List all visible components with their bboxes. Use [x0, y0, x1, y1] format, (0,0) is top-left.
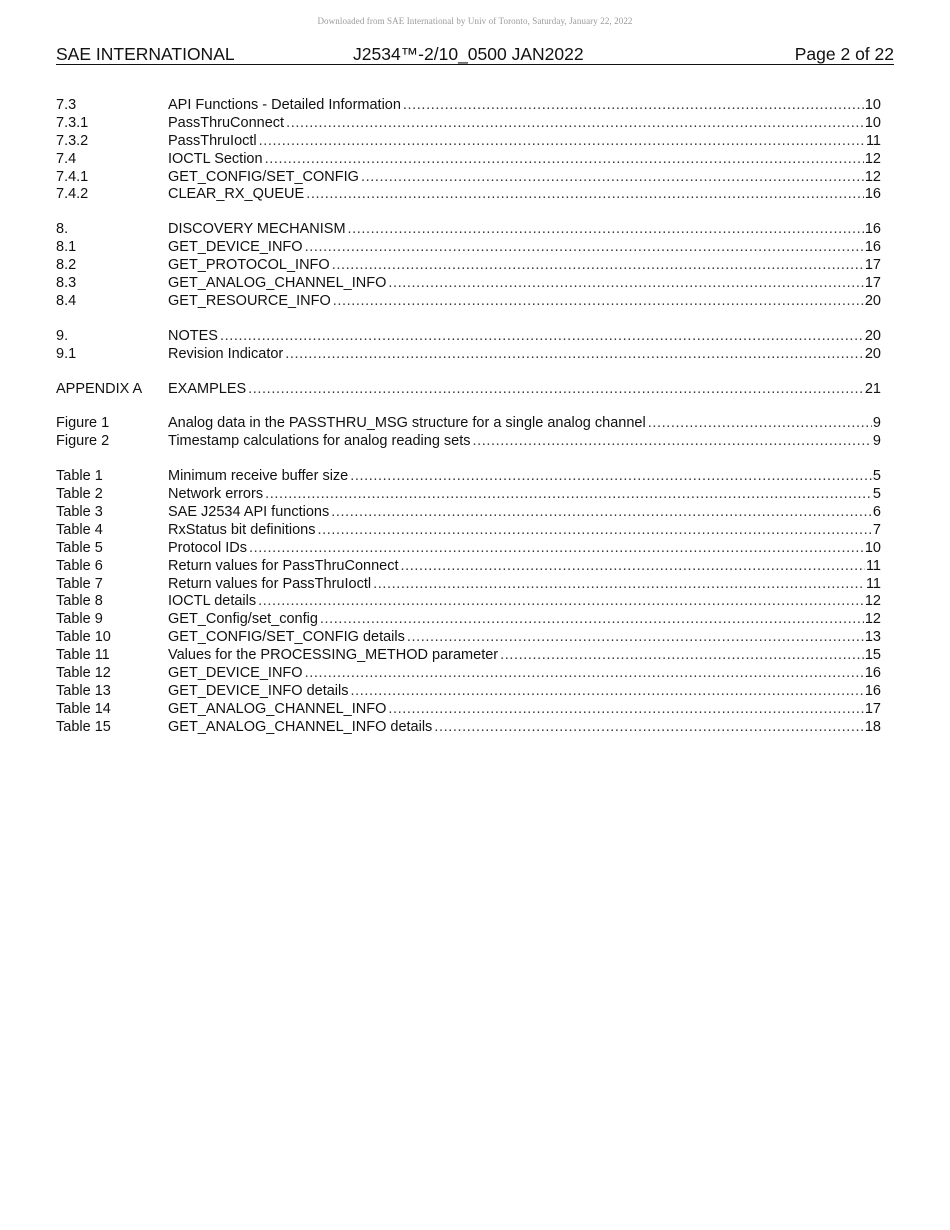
toc-dot-leader [285, 346, 864, 364]
toc-entry[interactable] [56, 97, 881, 115]
toc-entry-title: GET_ANALOG_CHANNEL_INFO details [168, 718, 433, 735]
toc-dot-leader [265, 151, 864, 169]
toc-dot-leader [401, 558, 865, 576]
toc-entry-page: 10 [864, 539, 881, 556]
toc-entry-title: GET_DEVICE_INFO [168, 239, 303, 256]
toc-entry-title: GET_CONFIG/SET_CONFIG details [168, 629, 405, 646]
toc-group [56, 381, 881, 399]
toc-entry-title: NOTES [168, 327, 218, 344]
toc-entry[interactable] [56, 415, 881, 433]
toc-entry-title: GET_PROTOCOL_INFO [168, 257, 330, 274]
toc-entry-number: 7.3 [56, 97, 77, 113]
toc-entry-body [168, 486, 881, 504]
toc-group [56, 468, 881, 736]
toc-entry-number: Figure 1 [56, 415, 110, 432]
toc-entry[interactable] [56, 257, 881, 275]
toc-entry[interactable] [56, 275, 881, 293]
toc-entry-title: Return values for PassThruConnect [168, 557, 399, 574]
toc-entry-page: 9 [872, 433, 881, 450]
toc-entry-number: Table 12 [56, 665, 111, 682]
toc-dot-leader [318, 522, 872, 540]
toc-entry-title: PassThruIoctl [168, 132, 257, 149]
toc-entry-number: Figure 2 [56, 433, 110, 450]
toc-entry-number: Table 9 [56, 611, 103, 628]
toc-entry[interactable] [56, 151, 881, 169]
toc-dot-leader [648, 415, 872, 433]
table-of-contents [56, 97, 881, 754]
toc-entry[interactable] [56, 346, 881, 364]
toc-entry[interactable] [56, 629, 881, 647]
toc-entry-title: Analog data in the PASSTHRU_MSG structure for a single analog channel [168, 415, 646, 432]
toc-entry-page: 12 [864, 150, 881, 167]
toc-dot-leader [348, 221, 864, 239]
toc-entry-number: 9.1 [56, 345, 77, 362]
toc-entry-number: Table 11 [56, 647, 110, 664]
toc-entry[interactable] [56, 468, 881, 486]
toc-entry-body [168, 629, 881, 647]
toc-dot-leader [331, 504, 872, 522]
toc-dot-leader [220, 328, 864, 346]
toc-entry-page: 12 [864, 611, 881, 628]
toc-entry-body [168, 221, 881, 239]
toc-entry-number: Table 4 [56, 521, 103, 538]
toc-entry-title: IOCTL details [168, 593, 257, 610]
toc-dot-leader [388, 701, 863, 719]
toc-entry-page: 11 [865, 575, 881, 592]
header-page-number: Page 2 of 22 [794, 44, 894, 64]
toc-entry-body [168, 540, 881, 558]
toc-entry-body [168, 186, 881, 204]
toc-entry-page: 18 [864, 718, 881, 735]
toc-dot-leader [373, 576, 865, 594]
toc-entry-title: GET_ANALOG_CHANNEL_INFO [168, 700, 387, 717]
toc-dot-leader [473, 433, 872, 451]
toc-entry-title: GET_DEVICE_INFO [168, 665, 303, 682]
toc-entry-number: 7.3.1 [56, 114, 89, 131]
toc-entry[interactable] [56, 576, 881, 594]
toc-entry[interactable] [56, 504, 881, 522]
toc-entry-title: IOCTL Section [168, 150, 263, 167]
toc-entry-page: 16 [864, 682, 881, 699]
toc-entry-body [168, 293, 881, 311]
toc-entry-page: 12 [864, 593, 881, 610]
toc-entry[interactable] [56, 186, 881, 204]
toc-entry-title: GET_Config/set_config [168, 611, 318, 628]
toc-entry-body [168, 558, 881, 576]
toc-dot-leader [332, 257, 864, 275]
toc-dot-leader [259, 133, 865, 151]
toc-entry-number: Table 8 [56, 593, 103, 610]
toc-dot-leader [407, 629, 864, 647]
toc-entry-number: 9. [56, 327, 69, 344]
toc-entry-title: Revision Indicator [168, 345, 284, 362]
toc-entry[interactable] [56, 522, 881, 540]
toc-dot-leader [434, 719, 864, 737]
toc-entry[interactable] [56, 701, 881, 719]
toc-group [56, 97, 881, 204]
toc-entry-title: GET_DEVICE_INFO details [168, 682, 349, 699]
toc-entry-page: 17 [864, 257, 881, 274]
page-header [56, 44, 894, 65]
toc-entry-title: GET_RESOURCE_INFO [168, 292, 331, 309]
toc-dot-leader [333, 293, 864, 311]
toc-entry-page: 11 [865, 557, 881, 574]
toc-entry[interactable] [56, 239, 881, 257]
toc-entry[interactable] [56, 665, 881, 683]
toc-group [56, 221, 881, 310]
toc-entry-title: Values for the PROCESSING_METHOD parameter [168, 647, 499, 664]
toc-entry[interactable] [56, 115, 881, 133]
toc-dot-leader [350, 468, 872, 486]
toc-entry-number: 8.2 [56, 257, 77, 274]
toc-entry-body [168, 701, 881, 719]
toc-entry-title: Minimum receive buffer size [168, 468, 349, 485]
toc-entry[interactable] [56, 133, 881, 151]
toc-entry[interactable] [56, 293, 881, 311]
toc-entry-body [168, 151, 881, 169]
toc-group [56, 328, 881, 364]
toc-dot-leader [249, 540, 864, 558]
toc-entry-page: 10 [864, 97, 881, 113]
toc-entry-page: 20 [864, 345, 881, 362]
toc-entry-title: GET_ANALOG_CHANNEL_INFO [168, 275, 387, 292]
toc-entry-body [168, 647, 881, 665]
toc-entry-page: 17 [864, 275, 881, 292]
toc-entry[interactable] [56, 611, 881, 629]
toc-dot-leader [361, 169, 864, 187]
toc-entry-body [168, 346, 881, 364]
toc-entry-page: 5 [872, 468, 881, 485]
toc-entry-page: 21 [864, 380, 881, 397]
toc-entry-body [168, 415, 881, 433]
toc-entry[interactable] [56, 593, 881, 611]
toc-entry-body [168, 257, 881, 275]
toc-entry-number: 7.3.2 [56, 132, 89, 149]
toc-entry-body [168, 115, 881, 133]
toc-dot-leader [351, 683, 864, 701]
toc-entry-number: Table 5 [56, 539, 103, 556]
toc-dot-leader [286, 115, 864, 133]
toc-entry-title: GET_CONFIG/SET_CONFIG [168, 168, 359, 185]
toc-entry[interactable] [56, 221, 881, 239]
toc-entry-number: Table 10 [56, 629, 111, 646]
toc-entry-page: 7 [872, 521, 881, 538]
toc-entry-title: CLEAR_RX_QUEUE [168, 186, 305, 203]
header-organization: SAE INTERNATIONAL [56, 44, 235, 64]
toc-entry-page: 16 [864, 665, 881, 682]
header-document-id: J2534™-2/10_0500 JAN2022 [353, 44, 584, 64]
toc-entry-number: 7.4 [56, 150, 77, 167]
toc-entry-body [168, 275, 881, 293]
toc-entry-title: RxStatus bit definitions [168, 521, 316, 538]
toc-entry-number: Table 2 [56, 486, 103, 503]
toc-entry-page: 20 [864, 292, 881, 309]
toc-entry-number: 8. [56, 221, 69, 238]
toc-entry-body [168, 611, 881, 629]
toc-entry-body [168, 381, 881, 399]
toc-entry-body [168, 433, 881, 451]
toc-entry[interactable] [56, 647, 881, 665]
toc-entry-page: 13 [864, 629, 881, 646]
toc-entry-title: SAE J2534 API functions [168, 504, 330, 521]
toc-entry-body [168, 593, 881, 611]
download-watermark: Downloaded from SAE International by Univ of Toronto, Saturday, January 22, 2022 [317, 16, 633, 26]
toc-entry-number: 7.4.2 [56, 186, 89, 203]
toc-entry-title: API Functions - Detailed Information [168, 97, 401, 113]
toc-entry-page: 11 [865, 132, 881, 149]
toc-entry-number: 8.1 [56, 239, 77, 256]
toc-entry-body [168, 665, 881, 683]
toc-entry-page: 9 [872, 415, 881, 432]
toc-entry-number: Table 6 [56, 557, 103, 574]
toc-entry-body [168, 576, 881, 594]
toc-entry-title: EXAMPLES [168, 380, 247, 397]
toc-entry-body [168, 133, 881, 151]
toc-entry-page: 16 [864, 239, 881, 256]
toc-dot-leader [320, 611, 864, 629]
toc-entry-page: 15 [864, 647, 881, 664]
toc-entry-number: APPENDIX A [56, 380, 143, 397]
toc-entry-page: 16 [864, 221, 881, 238]
toc-entry-body [168, 97, 881, 115]
toc-entry[interactable] [56, 433, 881, 451]
toc-entry[interactable] [56, 486, 881, 504]
toc-entry-number: Table 1 [56, 468, 103, 485]
toc-entry-number: Table 3 [56, 504, 103, 521]
toc-dot-leader [403, 97, 864, 115]
toc-dot-leader [305, 239, 864, 257]
toc-entry-title: Protocol IDs [168, 539, 247, 556]
toc-entry-body [168, 719, 881, 737]
toc-dot-leader [388, 275, 863, 293]
toc-entry-title: Timestamp calculations for analog reading sets [168, 433, 471, 450]
toc-entry[interactable] [56, 719, 881, 737]
toc-entry-number: Table 15 [56, 718, 111, 735]
toc-entry-number: 7.4.1 [56, 168, 89, 185]
toc-entry[interactable] [56, 540, 881, 558]
toc-dot-leader [248, 381, 864, 399]
toc-entry-page: 10 [864, 114, 881, 131]
toc-entry[interactable] [56, 169, 881, 187]
toc-entry-title: PassThruConnect [168, 114, 285, 131]
toc-entry-number: Table 13 [56, 682, 111, 699]
toc-entry[interactable] [56, 381, 881, 399]
toc-dot-leader [265, 486, 872, 504]
toc-entry-number: Table 14 [56, 700, 111, 717]
toc-entry[interactable] [56, 558, 881, 576]
toc-entry-title: Network errors [168, 486, 264, 503]
toc-entry-body [168, 504, 881, 522]
toc-dot-leader [305, 665, 864, 683]
toc-entry-number: 8.4 [56, 292, 77, 309]
toc-entry-number: 8.3 [56, 275, 77, 292]
toc-entry-title: DISCOVERY MECHANISM [168, 221, 346, 238]
toc-entry-page: 20 [864, 327, 881, 344]
toc-entry-page: 12 [864, 168, 881, 185]
toc-dot-leader [306, 186, 864, 204]
toc-entry-page: 17 [864, 700, 881, 717]
toc-entry-title: Return values for PassThruIoctl [168, 575, 372, 592]
toc-group [56, 415, 881, 451]
toc-entry-page: 6 [872, 504, 881, 521]
toc-entry-body [168, 468, 881, 486]
toc-entry-body [168, 328, 881, 346]
toc-dot-leader [258, 593, 864, 611]
toc-entry[interactable] [56, 683, 881, 701]
toc-entry-page: 16 [864, 186, 881, 203]
toc-entry-number: Table 7 [56, 575, 103, 592]
toc-entry[interactable] [56, 328, 881, 346]
toc-entry-body [168, 239, 881, 257]
toc-entry-page: 5 [872, 486, 881, 503]
toc-entry-body [168, 683, 881, 701]
toc-entry-body [168, 522, 881, 540]
toc-entry-body [168, 169, 881, 187]
toc-dot-leader [500, 647, 864, 665]
